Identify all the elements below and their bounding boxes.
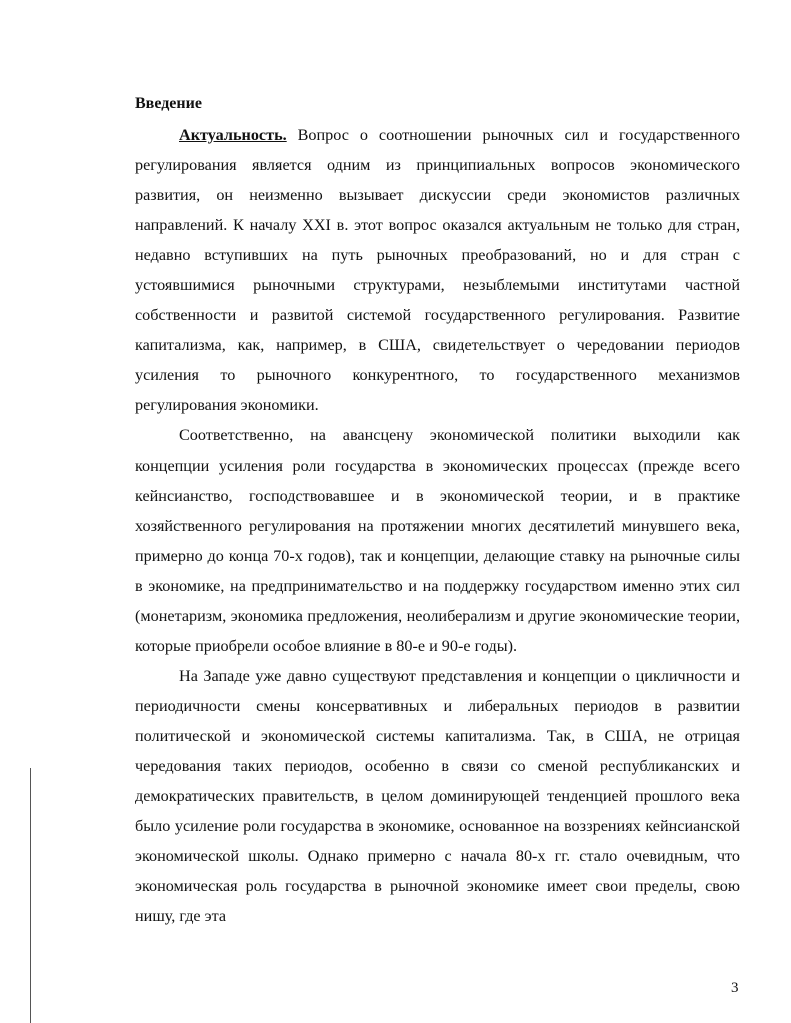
section-heading: Введение <box>135 95 202 112</box>
paragraph-text: Вопрос о соотношении рыночных сил и государственного регулирования является одним из принципиальных вопросов экономического развития, он неизменно вызывает дискуссии среди экономистов различных направлений. К началу XXI в. этот вопрос оказался актуальным не только для стран, недавно вступивших на путь рыночных преобразований, но и для стран с устоявшимися рыночными структурами, незыблемыми институтами частной собственности и развитой системой государственного регулирования. Развитие капитализма, как, например, в США, свидетельствует о чередовании периодов усиления то рыночного конкурентного, то государственного механизмов регулирования экономики. <box>135 126 740 415</box>
body-text <box>135 120 740 931</box>
paragraph-text: На Западе уже давно существуют представления и концепции о цикличности и периодичности смены консервативных и либеральных периодов в развитии политической и экономической системы капитализма. Так, в США, не отрицая чередования таких периодов, особенно в связи со сменой республиканских и демократических правительств, в целом доминирующей тенденцией прошлого века было усиление роли государства в экономике, основанное на воззрениях кейнсианской экономической школы. Однако примерно с начала 80-х гг. стало очевидным, что экономическая роль государства в рыночной экономике имеет свои пределы, свою нишу, где эта <box>135 666 740 926</box>
relevance-lead-label: Актуальность. <box>179 126 287 144</box>
scan-margin-line <box>30 768 31 1023</box>
page-number: 3 <box>731 980 739 996</box>
paragraph-western-cycles <box>135 661 740 931</box>
paragraph-text: Соответственно, на авансцену экономической политики выходили как концепции усиления роли государства в экономических процессах (прежде всего кейнсианство, господствовавшее и в экономической теории, и в практике хозяйственного регулирования на протяжении многих десятилетий минувшего века, примерно до конца 70-х годов), так и концепции, делающие ставку на рыночные силы в экономике, на предпринимательство и на поддержку государством именно этих сил (монетаризм, экономика предложения, неолиберализм и другие экономические теории, которые приобрели особое влияние в 80-е и 90-е годы). <box>135 426 740 655</box>
paragraph-relevance <box>135 120 740 420</box>
paragraph-policy-concepts <box>135 420 740 660</box>
